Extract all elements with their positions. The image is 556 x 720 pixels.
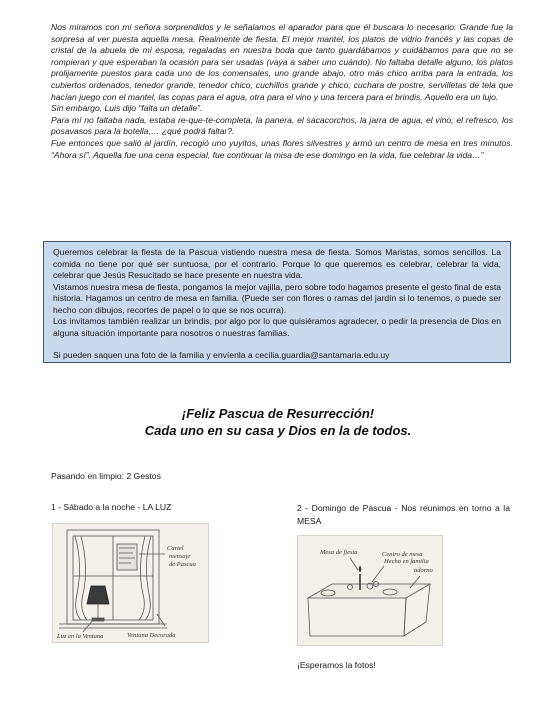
sketch-note: adorno [414, 567, 433, 574]
invitation-paragraph: Los invitamos también realizar un brindis, por algo por lo que quisiéramos agradecer, o pedir la presencia de Dios en alguna situación importante para nosotros o nuestras familias. [53, 316, 501, 338]
sketch-note: Luz en la Ventana [57, 633, 104, 640]
sketch-note: Hecho en familia [384, 558, 429, 565]
gesto-1-label: 1 - Sábado a la noche - LA LUZ [51, 502, 172, 512]
window-light-sketch [52, 523, 209, 643]
story-paragraph: Para mí no faltaba nada, estaba re-que-te-completa, la panera, el sacacorchos, la jarra de agua, el vino, el refresco, los posavasos para la botella,… ¿qué podrá faltar?. [51, 114, 513, 137]
story-paragraph: Sin embargo, Luis dijo “falta un detalle”. [51, 103, 203, 114]
invitation-paragraph: Queremos celebrar la fiesta de la Pascua vistiendo nuestra mesa de fiesta. Somos Maristas, somos sencillos. La comida no tiene por qué ser suntuosa, por el contrario. Porque lo que queremos es celebrar, celebrar la vida, celebrar que Jesús Resucitado se hace presente en nuestra vida. [53, 247, 501, 280]
greeting-line-2: Cada uno en su casa y Dios en la de todos. [144, 423, 412, 438]
greeting-line-1: ¡Feliz Pascua de Resurrección! [181, 406, 375, 421]
gestos-title: Pasando en limpio: 2 Gestos [51, 471, 161, 481]
easter-greeting [0, 405, 556, 439]
story-paragraph: Fue entonces que salió al jardín, recogió uno yuyitos, unas flores silvestres y armó un centro de mesa en tres minutos. “Ahora sí”. Aquella fue una cena especial, fue continuar la misa de ese domingo en la vida, fue celebrar la vida…” [51, 137, 513, 160]
window-sketch-drawing [53, 524, 208, 642]
story-paragraph: Nos miramos con mi señora sorprendidos y le señalamos el aparador para que él buscara lo necesario. Grande fue la sorpresa al ver puesta aquella mesa. Realmente de fiesta. El mejor mantel, los platos de vidrio francés y las copas de cristal de la abuela de mi esposa, regaladas en nuestra boda que tanto guardábamos y cuidábamos para que no se rompieran y que esperaban la ocasión para ser usadas (vaya a saber uno cuándo). No faltaba detalle alguno, los platos prolijamente puestos para cada uno de los comensales, uno grande abajo, otro más chico arriba para la entrada, los cubiertos ordenados, tenedor grande, tenedor chico, cuchillos grande y chico, cuchara de postre, servilletas de tela que hacían juego con el mantel, las copas para el agua, otra para el vino y una tercera para el brindis. Aquello era un lujo. [51, 22, 513, 102]
spacer [53, 339, 501, 350]
sketch-note: Cartel [167, 545, 184, 552]
sketch-note: Mesa de fiesta [320, 549, 358, 556]
contact-line: Si pueden saquen una foto de la familia y envíenla a cecilia.guardia@santamaria.edu.uy [53, 350, 390, 360]
story-text [51, 22, 513, 161]
closing-note: ¡Esperamos la fotos! [297, 660, 376, 670]
sketch-note: Ventana Decorada [127, 632, 176, 639]
sketch-note: Centro de mesa [382, 551, 423, 558]
festive-table-sketch [297, 535, 443, 646]
invitation-paragraph: Vistamos nuestra mesa de fiesta, pongamos la mejor vajilla, pero sobre todo hagamos presente el gesto final de esta historia. Hagamos un centro de mesa en familia. (Puede ser con flores o ramas del jardín si lo tenemos, o puede ser hecho con dibujos, recortes de papel o lo que se nos ocurra). [53, 281, 501, 315]
gesto-2-label: 2 - Domingo de Pascua - Nos reunimos en torno a la MESA [297, 503, 510, 526]
table-sketch-drawing [298, 536, 442, 645]
invitation-box [43, 241, 511, 363]
sketch-note: de Pascua [169, 561, 196, 568]
sketch-note: mensaje [169, 553, 191, 560]
